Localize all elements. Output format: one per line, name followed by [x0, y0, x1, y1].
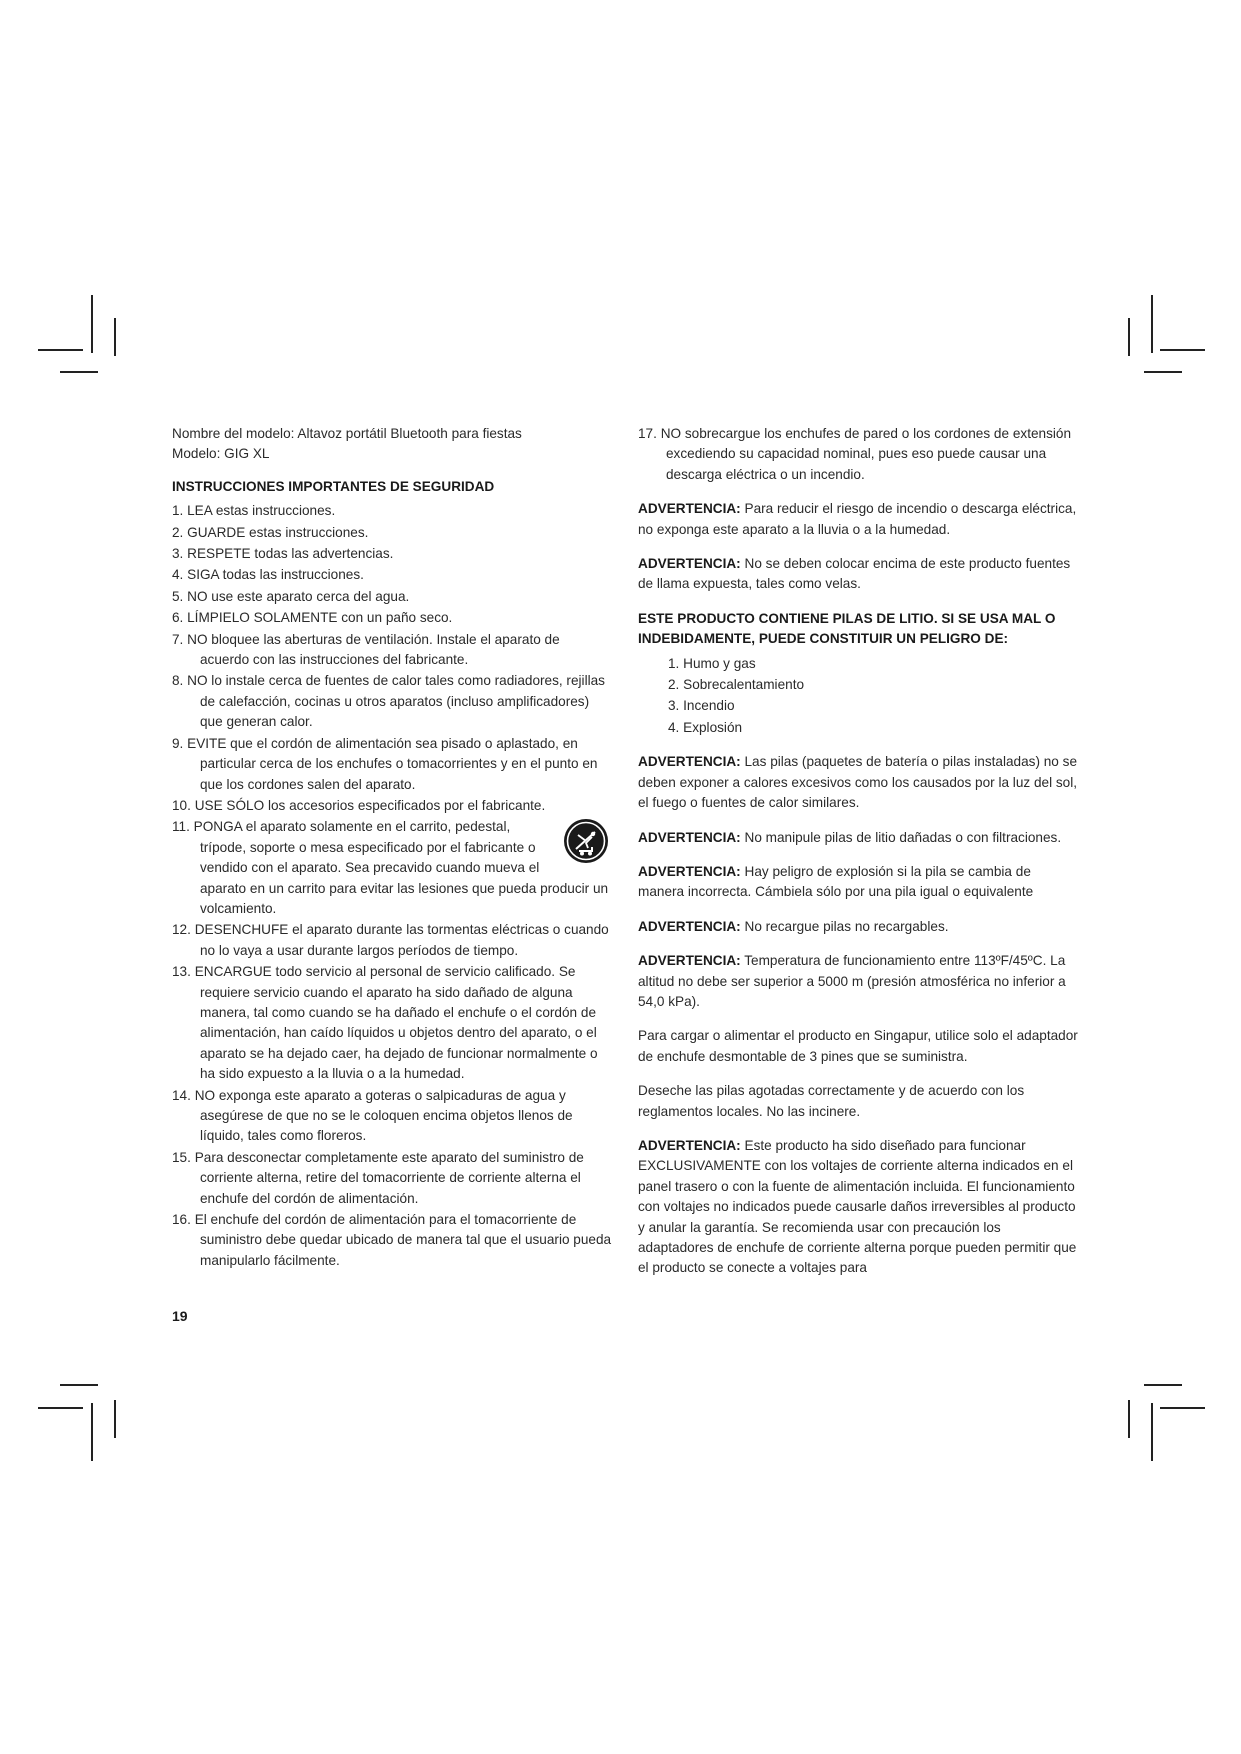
cart-tip-over-warning-icon: [562, 817, 610, 865]
disposal-note: Deseche las pilas agotadas correctamente y de acuerdo con los reglamentos locales. No las incinere.: [638, 1083, 1025, 1119]
list-item: 7. NO bloquee las aberturas de ventilación. Instale el aparato de acuerdo con las instrucciones del fabricante.: [172, 631, 560, 668]
list-item: 12. DESENCHUFE el aparato durante las tormentas eléctricas o cuando no lo vaya a usar durante largos períodos de tiempo.: [172, 922, 609, 958]
list-item: 2. Sobrecalentamiento: [668, 677, 805, 693]
list-item: 11. PONGA el aparato solamente en el carrito, pedestal, trípode, soporte o mesa especificado por el fabricante o vendido con el aparato. Sea precavido cuando mueva el aparato en un carrito para evitar las lesiones que pueda producir un volcamiento.: [172, 819, 609, 916]
lithium-heading: ESTE PRODUCTO CONTIENE PILAS DE LITIO. SI SE USA MAL O INDEBIDAMENTE, PUEDE CONSTITUIR UN PELIGRO DE:: [638, 610, 1056, 647]
list-item: 3. RESPETE todas las advertencias.: [172, 546, 394, 562]
list-item: 9. EVITE que el cordón de alimentación sea pisado o aplastado, en particular cerca de los enchufes o tomacorrientes y en el punto en que los cordones salen del aparato.: [172, 735, 598, 792]
list-item: 1. Humo y gas: [668, 655, 756, 671]
warning-paragraph: ADVERTENCIA: No recargue pilas no recargables.: [638, 918, 949, 934]
warning-paragraph: ADVERTENCIA: No manipule pilas de litio dañadas o con filtraciones.: [638, 829, 1062, 845]
warning-paragraph: ADVERTENCIA: Hay peligro de explosión si la pila se cambia de manera incorrecta. Cámbiela sólo por una pila igual o equivalente: [638, 863, 1034, 900]
list-item: 15. Para desconectar completamente este aparato del suministro de corriente alterna, retire del tomacorriente de corriente alterna el enchufe del cordón de alimentación.: [172, 1149, 584, 1206]
list-item: 13. ENCARGUE todo servicio al personal de servicio calificado. Se requiere servicio cuando el aparato ha sido dañado de alguna manera, tal como cuando se ha dañado el enchufe o el cordón de alimentación, han caído líquidos u objetos dentro del aparato, o el aparato se ha dejado caer, ha dejado de funcionar normalmente o ha sido expuesto a la lluvia o a la humedad.: [172, 964, 598, 1082]
left-column: [172, 424, 612, 1272]
list-item: 17. NO sobrecargue los enchufes de pared o los cordones de extensión excediendo su capacidad nominal, pues eso puede causar una descarga eléctrica o un incendio.: [638, 426, 1072, 482]
list-item: 6. LÍMPIELO SOLAMENTE con un paño seco.: [172, 610, 453, 626]
lithium-hazard-list: [638, 654, 1080, 739]
list-item: 3. Incendio: [668, 698, 735, 714]
warning-paragraph: ADVERTENCIA: Para reducir el riesgo de incendio o descarga eléctrica, no exponga este aparato a la lluvia o a la humedad.: [638, 501, 1077, 537]
list-item: 4. SIGA todas las instrucciones.: [172, 567, 364, 583]
right-column: [638, 424, 1080, 1279]
warning-paragraph: ADVERTENCIA: Las pilas (paquetes de batería o pilas instaladas) no se deben exponer a calores excesivos como los causados por la luz del sol, el fuego o fuentes de calor similares.: [638, 754, 1078, 811]
lithium-section: [638, 609, 1080, 738]
safety-list-continued: [638, 424, 1080, 485]
list-item: 10. USE SÓLO los accesorios especificados por el fabricante.: [172, 797, 546, 813]
list-item: 16. El enchufe del cordón de alimentación para el tomacorriente de suministro debe quedar ubicado de manera tal que el usuario pueda manipularlo fácilmente.: [172, 1212, 612, 1268]
warning-paragraph: ADVERTENCIA: No se deben colocar encima de este producto fuentes de llama expuesta, tales como velas.: [638, 556, 1071, 592]
list-item: 1. LEA estas instrucciones.: [172, 503, 336, 519]
warning-paragraph: ADVERTENCIA: Temperatura de funcionamiento entre 113ºF/45ºC. La altitud no debe ser superior a 5000 m (presión atmosférica no inferior a 54,0 kPa).: [638, 953, 1066, 1009]
singapore-note: Para cargar o alimentar el producto en Singapur, utilice solo el adaptador de enchufe desmontable de 3 pines que se suministra.: [638, 1028, 1078, 1064]
list-item: 4. Explosión: [668, 719, 743, 735]
list-item: 2. GUARDE estas instrucciones.: [172, 524, 369, 540]
model: Modelo: GIG XL: [172, 446, 270, 462]
page-number: 19: [172, 1308, 188, 1324]
list-item: 8. NO lo instale cerca de fuentes de calor tales como radiadores, rejillas de calefacción, cocinas u otros aparatos (incluso amplificadores) que generan calor.: [172, 673, 605, 730]
warning-paragraph: ADVERTENCIA: Este producto ha sido diseñado para funcionar EXCLUSIVAMENTE con los voltajes de corriente alterna indicados en el panel trasero o con la fuente de alimentación incluida. El funcionamiento con voltajes no indicados puede causarle daños irreversibles al producto y anular la garantía. Se recomienda usar con precaución los adaptadores de enchufe de corriente alterna porque pueden permitir que el producto se conecte a voltajes para: [638, 1137, 1077, 1276]
safety-list: [172, 501, 612, 1271]
list-item: 5. NO use este aparato cerca del agua.: [172, 588, 410, 604]
list-item: 14. NO exponga este aparato a goteras o salpicaduras de agua y asegúrese de que no se le coloquen encima objetos llenos de líquido, tales como floreros.: [172, 1087, 573, 1144]
safety-heading: INSTRUCCIONES IMPORTANTES DE SEGURIDAD: [172, 478, 495, 494]
model-name: Nombre del modelo: Altavoz portátil Bluetooth para fiestas: [172, 426, 522, 441]
